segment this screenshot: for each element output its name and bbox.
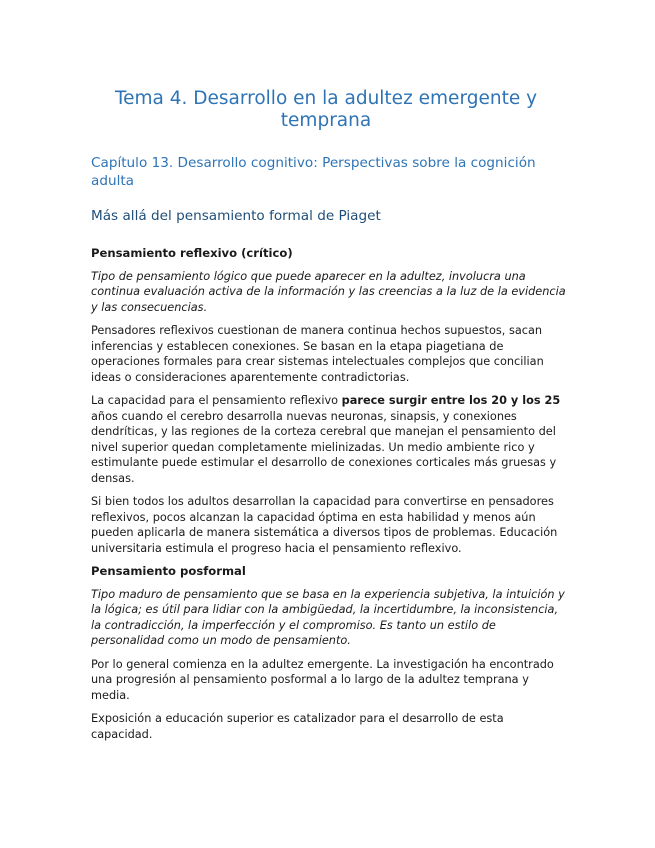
subsection-heading: Más allá del pensamiento formal de Piaget	[91, 208, 381, 224]
paragraph-reflexivo-2	[91, 393, 566, 486]
paragraph-text: La capacidad para el pensamiento reflexivo	[91, 394, 342, 407]
document-body	[91, 246, 566, 750]
paragraph-reflexivo-3: Si bien todos los adultos desarrollan la capacidad para convertirse en pensadores reflexivos, pocos alcanzan la capacidad óptima en esta habilidad y menos aún pueden aplicarla de manera sistemática a diversos tipos de problemas. Educación universitaria estimula el progreso hacia el pensamiento reflexivo.	[91, 495, 558, 555]
definition-reflexivo: Tipo de pensamiento lógico que puede aparecer en la adultez, involucra una continua evaluación activa de la información y las creencias a la luz de la evidencia y las consecuencias.	[91, 269, 566, 314]
paragraph-reflexivo-1: Pensadores reflexivos cuestionan de manera continua hechos supuestos, sacan inferencias y establecen conexiones. Se basan en la etapa piagetiana de operaciones formales para crear sistemas intelectuales complejos que concilian ideas o consideraciones aparentemente contradictorias.	[91, 324, 544, 384]
paragraph-posformal-2: Exposición a educación superior es catalizador para el desarrollo de esta capacidad.	[91, 712, 504, 741]
chapter-heading: Capítulo 13. Desarrollo cognitivo: Perspectivas sobre la cognición adulta	[91, 155, 536, 189]
definition-posformal: Tipo maduro de pensamiento que se basa en la experiencia subjetiva, la intuición y la lógica; es útil para lidiar con la ambigüedad, la incertidumbre, la inconsistencia, la contradicción, la imperfección y el compromiso. Es tanto un estilo de personalidad como un modo de pensamiento.	[91, 587, 565, 647]
section-heading-posformal: Pensamiento posformal	[91, 564, 246, 578]
paragraph-posformal-1: Por lo general comienza en la adultez emergente. La investigación ha encontrado una progresión al pensamiento posformal a lo largo de la adultez temprana y media.	[91, 657, 554, 702]
section-heading-reflexivo: Pensamiento reflexivo (crítico)	[91, 246, 293, 260]
emphasized-text: parece surgir entre los 20 y los 25	[341, 394, 561, 407]
paragraph-text: años cuando el cerebro desarrolla nuevas neuronas, sinapsis, y conexiones dendríticas, y las regiones de la corteza cerebral que manejan el pensamiento del nivel superior quedan completamente mielinizadas. Un medio ambiente rico y estimulante puede estimular el desarrollo de conexiones corticales más gruesas y densas.	[91, 409, 557, 485]
document-title: Tema 4. Desarrollo en la adultez emergente y temprana	[114, 88, 538, 131]
